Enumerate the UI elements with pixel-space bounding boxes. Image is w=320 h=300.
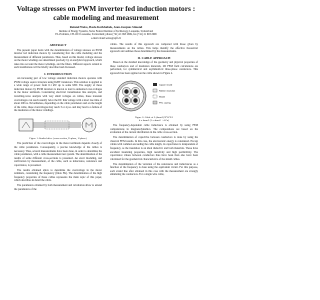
- left-column: [14, 43, 102, 193]
- cable-cross-section-diagram: [115, 77, 193, 115]
- paper-authors: Roland Weiss, Baslo Kerkhabek, Jean-Jacques Simond: [69, 25, 143, 29]
- intro-continued-2: The results obtained allow to determine the overvoltage in the motor terminals, considering the frequency (fmax Hz). The determination of the high frequency properties of these cables represents the main topic of this paper, which describes in detail the cable.: [14, 168, 102, 183]
- abstract-heading: ABSTRACT: [49, 43, 67, 47]
- inverter-block: [19, 119, 33, 131]
- cable-section-text: Based on the detailed knowledge of the geometry and physical properties of these conductors and of insulation materials, 2D FEM field calculations are performed, for symmetrical and asymmetrical three-phase conductors. This approach has been applied on the cable shown in Figure 2.: [110, 61, 198, 75]
- abstract-text: The present paper deals with the determination of voltage stresses on PWM inverter fed induction motors by considering first the cable modeling and the measurement of different parameters. Thus, based on this model, voltage stresses on the motor windings are determined precisely by an analytical approach, which takes into account the motor windings, and the filters. Different aspects related to such installations will be briefly described and discussed.: [14, 48, 102, 70]
- copper-strand-2: [133, 89, 137, 93]
- legend-label-copper: Copper strand: [159, 84, 173, 87]
- legend-label-insulation: Rubber insulation: [159, 90, 176, 93]
- legend-label-pvc: PVC coating: [159, 102, 171, 105]
- right-bottom-3: The determination of the variation of the resistances and inductances as a function of the frequency is done using the equivalent circuit. For this purpose, each strand line after obtained in this case with the measurement are strongly simulating the conductors. For a single wire cable,: [110, 162, 198, 177]
- paper-affiliation: Institute of Energy Systems, Swiss Federal Institute of Technology, Lausanne, Switzerland EL-Ecublens, CH-1015 Lausanne, Switzerland; phone (+41) 21 693 2699, fax (+41) 21 693 2699 e-mail roland.weiss@epfl.ch: [55, 30, 157, 40]
- legend-swatch-insulation: [153, 89, 157, 92]
- figure-2: [110, 77, 198, 122]
- paper-title: Voltage stresses on PWM inverter fed induction motors : cable modeling and measurement: [16, 4, 196, 22]
- introduction-heading: I. INTRODUCTION: [44, 71, 72, 76]
- intro-continued-3: The parameters obtained by both measurement and calculation allow to extend the parameters of the: [14, 184, 102, 192]
- legend-swatch-pvc: [153, 101, 157, 104]
- copper-strand-3: [124, 98, 128, 102]
- figure-2-caption: Figure 2: Cable of 3 (4mm2) NYCY-J 4 x 4mm2 (3 x 4mm2 + 4 Cu): [134, 115, 174, 123]
- right-bottom-2: The determination of capacitive between conductors is done by using the classical FEM results. In this case, the electrostatic energy is considered. Except cables with common exceeding the cable length, its capacitance is independent of frequency, as the insulation is an ideal dielectric and both materials. These have excellent insulating properties, high resistivity and high permittivity. The capacitance values between conductors thus have been then also have been calculated for the geometrical characteristics of the shield cables.: [110, 136, 198, 161]
- right-top-paragraph: cables. The results of this approach are compared with those given by measurements on the cables. This helps identify the effective theoretical approach and outlines those determined by the measurements.: [110, 43, 198, 54]
- introduction-paragraph: An increasing part of low voltage standard induction motors operates with PWM voltage source inverters using IGBT transistors. This solution is applied to a wide range of power from 0.1 kW up to some MW. The supply of these induction motors by PWM inverters is known to lead to undesired over-voltages in the motor terminals. Considering electrical transmission line analysis, and travelling-wave analysis with very small voltages on cables, these transient overvoltages can reach usually twice the DC link voltage with a short rise time of about 200 ns. Nevertheless, depending on the cable parameters and on the length of the cable, these overvoltages may reach 3 or 4 p.u. and may lead to a failure of the insulation of the motor windings.: [14, 77, 102, 113]
- legend-swatch-copper: [153, 83, 157, 86]
- figure-1-caption: Figure 1: Studied drive (cross-section, U-phase, V-phase): [29, 137, 87, 141]
- legend-label-shield: Shield: [159, 96, 165, 99]
- shield-ring: [119, 83, 144, 108]
- copper-strand-1: [124, 89, 128, 93]
- drive-diagram: [17, 114, 99, 136]
- cable-section-heading: II. CABLE APPROACH: [137, 55, 171, 60]
- copper-strand-4: [133, 98, 137, 102]
- right-column: [110, 43, 198, 178]
- motor-symbol: [82, 118, 96, 132]
- right-bottom-1: The frequency-dependent cable inductance is obtained by using FEM computations in magnetodynamics. The computations are based on the evaluation of the current distribution in the cable cross-section.: [110, 124, 198, 135]
- intro-continued-1: The prediction of the overvoltages in the motor terminals depends closely of the cable parameters. Consequently, a precise knowledge of the cables is necessary. Thus, several measurements have been done, in order to determine the cable parameters, with a cable measurement test system. The determination of the results of some different cross-sections is presented. An exact modeling, and verification by measurement, of the cable, such as inductance, resistance and capacitance, is presented.: [14, 142, 102, 167]
- figure-1: [14, 114, 102, 140]
- legend-swatch-shield: [153, 95, 157, 98]
